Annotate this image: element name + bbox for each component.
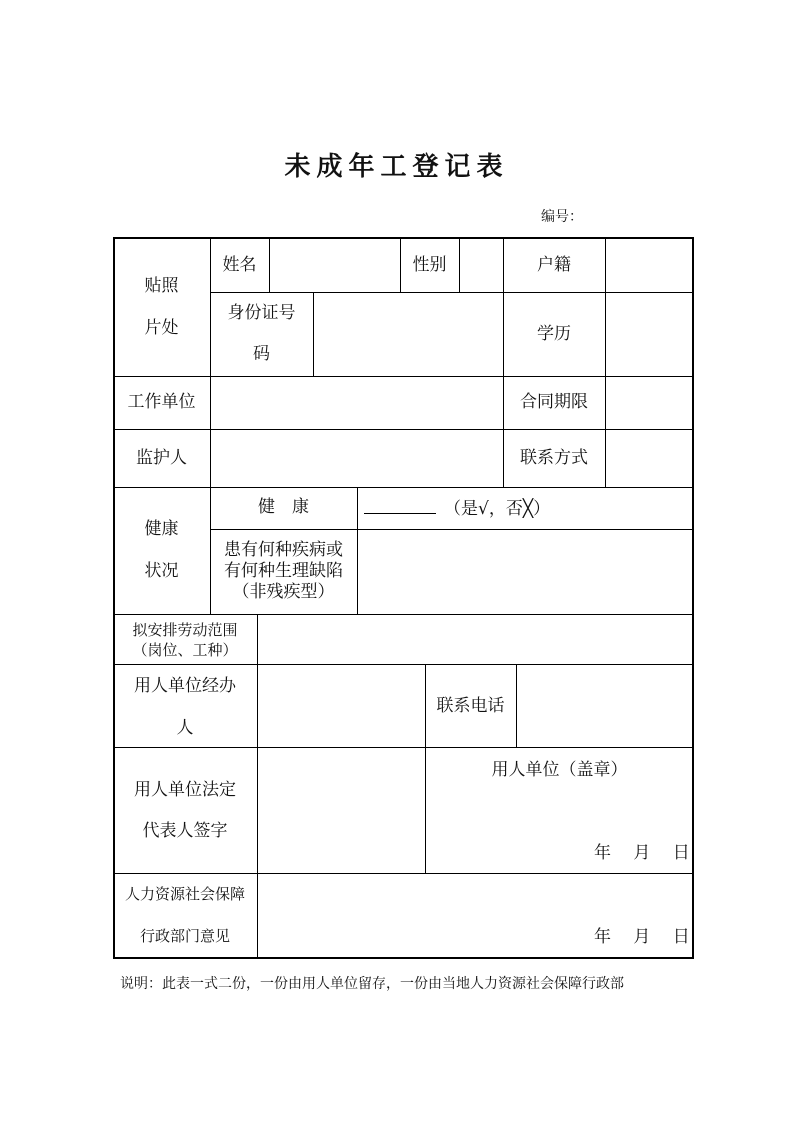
contract-term-label: 合同期限 [520, 392, 588, 412]
row-divider [113, 487, 694, 488]
row-divider [210, 529, 694, 530]
seal-label: 用人单位（盖章） [491, 760, 628, 780]
col-divider [257, 614, 258, 959]
health-answer-hint: （是√，否╳） [444, 499, 551, 519]
photo-label-line2: 片处 [144, 318, 179, 338]
health-status-label-line1: 健康 [144, 519, 179, 539]
health-label: 健 康 [258, 497, 309, 517]
education-label: 学历 [537, 324, 571, 344]
col-divider [357, 487, 358, 615]
hr-opinion-label-line2: 行政部门意见 [139, 927, 230, 945]
household-label: 户籍 [537, 255, 571, 275]
hr-opinion-label-line1: 人力资源社会保障 [124, 885, 245, 903]
work-scope-label-line1: 拟安排劳动范围 [132, 621, 238, 639]
row-divider [113, 664, 694, 665]
date-label: 年 月 日 [594, 927, 690, 947]
phone-label: 联系电话 [436, 696, 505, 716]
disease-label-line3: （非残疾型） [232, 582, 335, 602]
col-divider [459, 237, 460, 293]
col-divider [605, 237, 606, 488]
col-divider [269, 237, 270, 293]
photo-label-line1: 贴照 [144, 276, 179, 296]
row-divider [113, 747, 694, 748]
id-number-label-line1: 身份证号 [227, 303, 296, 323]
name-label: 姓名 [222, 255, 257, 275]
row-divider [113, 376, 694, 377]
work-scope-label-line2: （岗位、工种） [132, 641, 238, 659]
health-answer-blank[interactable] [364, 499, 436, 514]
legal-rep-label-line1: 用人单位法定 [134, 780, 236, 800]
col-divider [313, 292, 314, 377]
form-title: 未成年工登记表 [284, 152, 509, 182]
handler-label-line1: 用人单位经办 [134, 676, 236, 696]
row-divider [210, 292, 694, 293]
guardian-label: 监护人 [136, 448, 187, 468]
contact-method-label: 联系方式 [520, 448, 588, 468]
disease-label-line1: 患有何种疾病或 [224, 540, 343, 560]
col-divider [210, 376, 211, 488]
date-label: 年 月 日 [594, 843, 690, 863]
form-number-label: 编号： [541, 209, 583, 225]
row-divider [113, 614, 694, 615]
legal-rep-label-line2: 代表人签字 [142, 821, 228, 841]
disease-label-line2: 有何种生理缺陷 [224, 561, 343, 581]
health-answer[interactable] [364, 499, 550, 518]
health-status-label-line2: 状况 [144, 561, 179, 581]
row-divider [113, 429, 694, 430]
gender-label: 性别 [412, 255, 447, 275]
col-divider [516, 664, 517, 748]
work-unit-label: 工作单位 [127, 392, 196, 412]
footnote: 说明：此表一式二份，一份由用人单位留存，一份由当地人力资源社会保障行政部 [120, 976, 624, 992]
handler-label-line2: 人 [176, 718, 194, 738]
id-number-label-line2: 码 [253, 344, 270, 364]
row-divider [113, 873, 694, 874]
